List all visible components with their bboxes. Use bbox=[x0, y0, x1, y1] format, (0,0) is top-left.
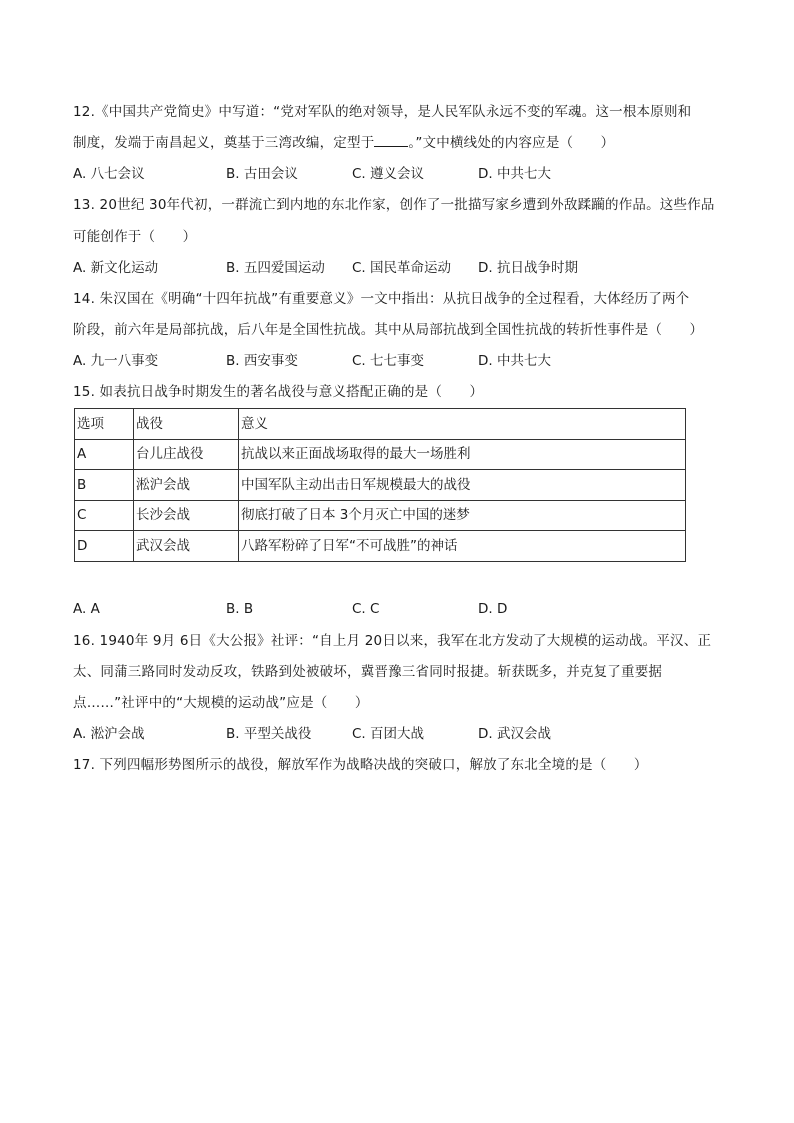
table-cell: D bbox=[75, 531, 134, 562]
table-cell: 抗战以来正面战场取得的最大一场胜利 bbox=[239, 439, 686, 470]
q13-option-d[interactable]: D. 抗日战争时期 bbox=[478, 260, 578, 276]
q12-text-line2-pre: 制度，发端于南昌起义，奠基于三湾改编，定型于 bbox=[73, 135, 375, 151]
q15-options bbox=[73, 600, 713, 618]
table-header-cell: 战役 bbox=[134, 409, 239, 440]
q16-option-b[interactable]: B. 平型关战役 bbox=[226, 726, 312, 742]
q12-answer-blank bbox=[374, 134, 408, 147]
q15-option-a[interactable]: A. A bbox=[73, 601, 100, 617]
q14-text-line1: 14. 朱汉国在《明确“十四年抗战”有重要意义》一文中指出：从抗日战争的全过程看，大体经历了两个 bbox=[73, 291, 690, 307]
q12-option-c[interactable]: C. 遵义会议 bbox=[352, 166, 425, 182]
q14-option-c[interactable]: C. 七七事变 bbox=[352, 353, 425, 369]
q15-battle-table bbox=[74, 408, 686, 562]
table-cell: 八路军粉碎了日军“不可战胜”的神话 bbox=[239, 531, 686, 562]
table-cell: A bbox=[75, 439, 134, 470]
q14-option-a[interactable]: A. 九一八事变 bbox=[73, 353, 159, 369]
q13-options bbox=[73, 259, 713, 277]
table-row bbox=[75, 439, 686, 470]
q13-option-b[interactable]: B. 五四爱国运动 bbox=[226, 260, 325, 276]
table-cell: 中国军队主动出击日军规模最大的战役 bbox=[239, 470, 686, 501]
q15-option-b[interactable]: B. B bbox=[226, 601, 254, 617]
q15-option-d[interactable]: D. D bbox=[478, 601, 508, 617]
q16-options bbox=[73, 725, 713, 743]
q16-text-line1: 16. 1940年 9月 6日《大公报》社评：“自上月 20日以来，我军在北方发动了大规模的运动战。平汉、正 bbox=[73, 633, 712, 649]
q12-option-d[interactable]: D. 中共七大 bbox=[478, 166, 551, 182]
q12-text-line2-post: 。”文中横线处的内容应是（ ） bbox=[408, 135, 615, 151]
table-cell: 武汉会战 bbox=[134, 531, 239, 562]
q17-text-line1: 17. 下列四幅形势图所示的战役，解放军作为战略决战的突破口，解放了东北全境的是（ ） bbox=[73, 757, 648, 773]
table-row bbox=[75, 500, 686, 531]
table-cell: B bbox=[75, 470, 134, 501]
q16-text-line3: 点……”社评中的“大规模的运动战”应是（ ） bbox=[73, 695, 369, 711]
q14-option-d[interactable]: D. 中共七大 bbox=[478, 353, 551, 369]
q12-text-line2 bbox=[73, 134, 614, 152]
table-row bbox=[75, 470, 686, 501]
q12-text-line1: 12.《中国共产党简史》中写道：“党对军队的绝对领导，是人民军队永远不变的军魂。这一根本原则和 bbox=[73, 104, 692, 120]
table-cell: C bbox=[75, 500, 134, 531]
q14-options bbox=[73, 352, 713, 370]
q12-option-a[interactable]: A. 八七会议 bbox=[73, 166, 145, 182]
q13-text-line1: 13. 20世纪 30年代初，一群流亡到内地的东北作家，创作了一批描写家乡遭到外敌蹂躏的作品。这些作品 bbox=[73, 197, 715, 213]
table-row bbox=[75, 531, 686, 562]
q15-option-c[interactable]: C. C bbox=[352, 601, 380, 617]
q13-text-line2: 可能创作于（ ） bbox=[73, 229, 197, 245]
q16-option-c[interactable]: C. 百团大战 bbox=[352, 726, 425, 742]
table-cell: 彻底打破了日本 3个月灭亡中国的迷梦 bbox=[239, 500, 686, 531]
q12-options bbox=[73, 165, 713, 183]
table-cell: 台儿庄战役 bbox=[134, 439, 239, 470]
table-cell: 长沙会战 bbox=[134, 500, 239, 531]
q16-option-a[interactable]: A. 淞沪会战 bbox=[73, 726, 145, 742]
q15-text-line1: 15. 如表抗日战争时期发生的著名战役与意义搭配正确的是（ ） bbox=[73, 384, 484, 400]
q14-option-b[interactable]: B. 西安事变 bbox=[226, 353, 298, 369]
q16-text-line2: 太、同蒲三路同时发动反攻，铁路到处被破坏，冀晋豫三省同时报捷。斩获既多，并克复了重要据 bbox=[73, 664, 663, 680]
table-header-cell: 意义 bbox=[239, 409, 686, 440]
table-header-cell: 选项 bbox=[75, 409, 134, 440]
q14-text-line2: 阶段，前六年是局部抗战，后八年是全国性抗战。其中从局部抗战到全国性抗战的转折性事件是（ ） bbox=[73, 322, 704, 338]
q12-option-b[interactable]: B. 古田会议 bbox=[226, 166, 298, 182]
table-header-row bbox=[75, 409, 686, 440]
q16-option-d[interactable]: D. 武汉会战 bbox=[478, 726, 551, 742]
table-cell: 淞沪会战 bbox=[134, 470, 239, 501]
q13-option-a[interactable]: A. 新文化运动 bbox=[73, 260, 159, 276]
q13-option-c[interactable]: C. 国民革命运动 bbox=[352, 260, 452, 276]
